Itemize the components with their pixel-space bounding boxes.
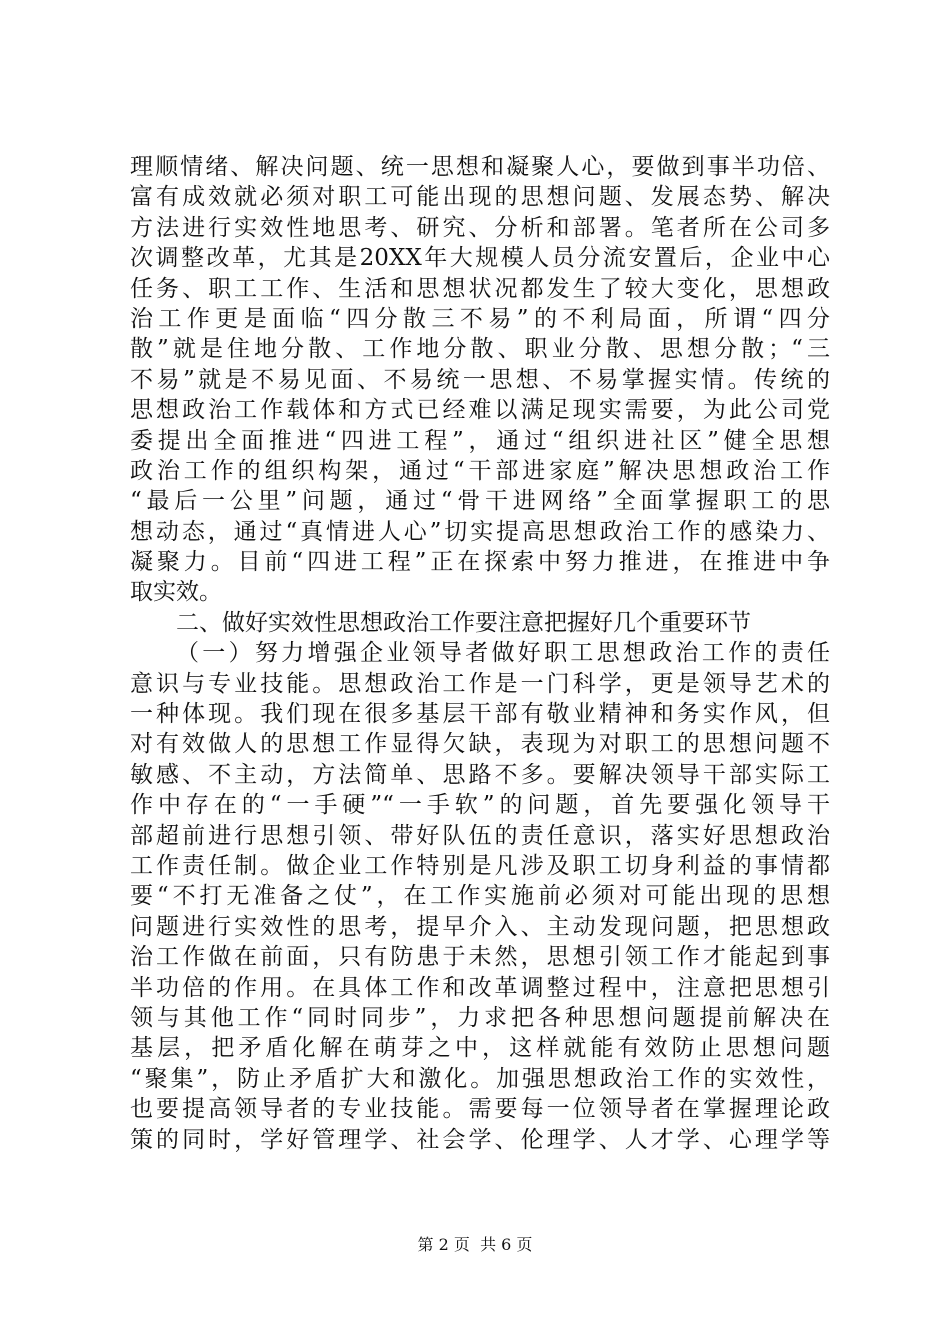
- text-line: 敏感、不主动，方法简单、思路不多。要解决领导干部实际工: [130, 761, 830, 788]
- text-line: 理顺情绪、解决问题、统一思想和凝聚人心，要做到事半功倍、: [130, 154, 830, 180]
- text-line: 策的同时，学好管理学、社会学、伦理学、人才学、心理学等: [130, 1126, 830, 1153]
- text-line: 半功倍的作用。在具体工作和改革调整过程中，注意把思想引: [130, 974, 830, 1001]
- text-line: 要“不打无准备之仗”，在工作实施前必须对可能出现的思想: [130, 883, 830, 910]
- text-line: 一种体现。我们现在很多基层干部有敬业精神和务实作风，但: [130, 701, 830, 728]
- text-line: 政治工作的组织构架，通过“干部进家庭”解决思想政治工作: [130, 457, 830, 484]
- text-line: 意识与专业技能。思想政治工作是一门科学，更是领导艺术的: [130, 670, 830, 697]
- text-line: 部超前进行思想引领、带好队伍的责任意识，落实好思想政治: [130, 822, 830, 849]
- text-line: 治工作更是面临“四分散三不易”的不利局面，所谓“四分: [130, 305, 830, 332]
- text-line: 委提出全面推进“四进工程”，通过“组织进社区”健全思想: [130, 427, 830, 454]
- text-line: 想动态，通过“真情进人心”切实提高思想政治工作的感染力、: [130, 518, 830, 545]
- text-line: 次调整改革，尤其是20XX年大规模人员分流安置后，企业中心: [130, 245, 830, 272]
- text-line: 问题进行实效性的思考，提早介入、主动发现问题，把思想政: [130, 913, 830, 940]
- text-line: 领与其他工作“同时同步”，力求把各种思想问题提前解决在: [130, 1004, 830, 1031]
- document-body: [130, 152, 830, 1155]
- text-line: 工作责任制。做企业工作特别是凡涉及职工切身利益的事情都: [130, 852, 830, 879]
- text-line: 不易”就是不易见面、不易统一思想、不易掌握实情。传统的: [130, 366, 830, 393]
- text-line: 思想政治工作载体和方式已经难以满足现实需要，为此公司党: [130, 397, 830, 424]
- text-line: 对有效做人的思想工作显得欠缺，表现为对职工的思想问题不: [130, 731, 830, 758]
- text-line: 任务、职工工作、生活和思想状况都发生了较大变化，思想政: [130, 275, 830, 302]
- text-line: “最后一公里”问题，通过“骨干进网络”全面掌握职工的思: [130, 488, 830, 515]
- text-line: 富有成效就必须对职工可能出现的思想问题、发展态势、解决: [130, 184, 830, 211]
- text-line: 散”就是住地分散、工作地分散、职业分散、思想分散；“三: [130, 336, 830, 363]
- page-number-footer: 第 2 页 共 6 页: [417, 1235, 533, 1254]
- text-line: “聚集”，防止矛盾扩大和激化。加强思想政治工作的实效性，: [130, 1065, 830, 1092]
- text-line: 凝聚力。目前“四进工程”正在探索中努力推进，在推进中争: [130, 549, 830, 576]
- text-line: 作中存在的“一手硬”“一手软”的问题，首先要强化领导干: [130, 792, 830, 819]
- section-heading: 二、做好实效性思想政治工作要注意把握好几个重要环节: [176, 609, 751, 636]
- text-line: 基层，把矛盾化解在萌芽之中，这样就能有效防止思想问题: [130, 1035, 830, 1062]
- text-line: 方法进行实效性地思考、研究、分析和部署。笔者所在公司多: [130, 214, 830, 241]
- text-line: 也要提高领导者的专业技能。需要每一位领导者在掌握理论政: [130, 1096, 830, 1123]
- text-line: 治工作做在前面，只有防患于未然，思想引领工作才能起到事: [130, 944, 830, 971]
- text-line: 取实效。: [130, 579, 222, 606]
- text-line: （一）努力增强企业领导者做好职工思想政治工作的责任: [176, 640, 830, 667]
